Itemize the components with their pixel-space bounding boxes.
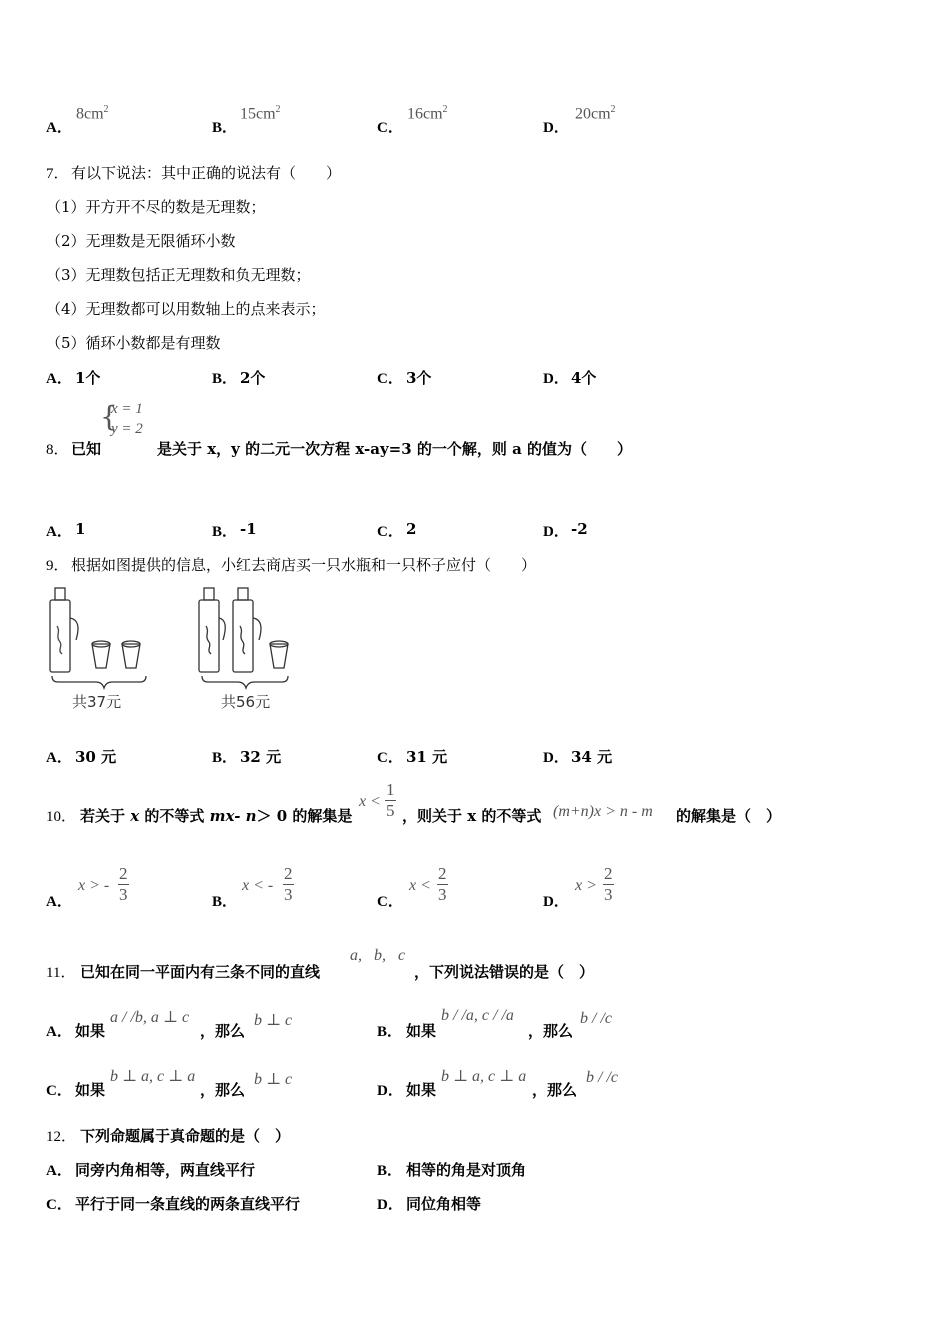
cup-icon <box>92 641 140 668</box>
q6-option-d-letter: D． <box>543 120 569 136</box>
q9-figure-left-caption: 共37元 <box>72 693 122 711</box>
q10-option-b-fraction: $\frac{2}{3}$ <box>284 864 293 904</box>
q9-option-a-letter: A． <box>46 750 72 766</box>
q12-option-b-text: 相等的角是对顶角 <box>406 1161 527 1179</box>
q8-option-b-text: -1 <box>240 520 257 538</box>
q11-option-c-if: 如果 <box>75 1081 106 1099</box>
q6-option-b-letter: B． <box>212 120 238 136</box>
q7-option-c-text: 3个 <box>406 369 432 387</box>
q6-option-d-value: $20cm^2$ <box>575 104 616 123</box>
q11-lines: a, b, c <box>350 947 406 964</box>
q9-number: 9． <box>46 558 69 574</box>
q7-statement-3: （3）无理数包括正无理数和负无理数； <box>46 266 311 284</box>
q6-option-c-letter: C． <box>377 120 403 136</box>
q9-option-a-text: 30 元 <box>75 748 117 766</box>
q9-option-d-text: 34 元 <box>571 748 613 766</box>
q8-option-a-letter: A． <box>46 524 72 540</box>
q11-option-d-if: 如果 <box>406 1081 437 1099</box>
q7-option-a-letter: A． <box>46 371 72 387</box>
q11-option-d-then: ，那么 <box>532 1081 578 1099</box>
q10-number: 10． <box>46 809 77 825</box>
bottle-icon <box>50 588 78 672</box>
q7-statement-2: （2）无理数是无限循环小数 <box>46 232 236 250</box>
q10-inequality-2: (m+n)x > n - m <box>553 803 653 820</box>
q9-option-b-text: 32 元 <box>240 748 282 766</box>
q10-option-d-fraction: $\frac{2}{3}$ <box>604 864 613 904</box>
q10-option-d-lhs: x > <box>575 877 597 894</box>
q11-stem-a: 已知在同一平面内有三条不同的直线 <box>80 963 321 981</box>
q11-option-c-condition: b ⊥ a, c ⊥ a <box>110 1068 196 1085</box>
q11-option-b-then: ，那么 <box>528 1022 574 1040</box>
q10-option-c-letter: C． <box>377 894 403 910</box>
cup-icon <box>270 641 288 668</box>
q11-option-a-then: ，那么 <box>200 1022 246 1040</box>
q11-number: 11． <box>46 965 76 981</box>
q7-option-a-text: 1个 <box>75 369 101 387</box>
q11-option-c-then: ，那么 <box>200 1081 246 1099</box>
q11-option-d-condition: b ⊥ a, c ⊥ a <box>441 1068 527 1085</box>
q10-option-b-letter: B． <box>212 894 238 910</box>
q10-stem-part4: ，则关于 x 的不等式 <box>402 807 542 825</box>
q11-stem-b: ，下列说法错误的是（ ） <box>414 963 595 981</box>
q7-option-b-text: 2个 <box>240 369 266 387</box>
q8-system-line1: x = 1 <box>111 401 143 417</box>
q11-option-b-conclusion: b / /c <box>580 1010 612 1027</box>
q10-solution-fraction: $\frac{1}{5}$ <box>386 780 395 820</box>
bottle-icon <box>199 588 261 672</box>
q9-option-c-letter: C． <box>377 750 403 766</box>
q11-option-b-letter: B． <box>377 1024 403 1040</box>
q6-option-c-value: $16cm^2$ <box>407 104 448 123</box>
q7-option-c-letter: C． <box>377 371 403 387</box>
q7-number: 7． <box>46 166 69 182</box>
q8-lead: 已知 <box>71 440 102 458</box>
q8-stem: 是关于 x，y 的二元一次方程 x-ay=3 的一个解，则 a 的值为（ ） <box>157 440 633 458</box>
q11-option-b-if: 如果 <box>406 1022 437 1040</box>
q12-option-a-text: 同旁内角相等，两直线平行 <box>75 1161 256 1179</box>
q9-stem: 根据如图提供的信息，小红去商店买一只水瓶和一只杯子应付（ ） <box>71 556 537 574</box>
q12-option-c-text: 平行于同一条直线的两条直线平行 <box>75 1195 301 1213</box>
q8-option-d-text: -2 <box>571 520 588 538</box>
q10-option-c-lhs: x < <box>409 877 431 894</box>
q12-option-d-letter: D． <box>377 1197 403 1213</box>
q7-statement-4: （4）无理数都可以用数轴上的点来表示； <box>46 300 326 318</box>
q10-option-b-lhs: x < - <box>242 877 274 894</box>
q12-number: 12． <box>46 1129 77 1145</box>
q8-option-d-letter: D． <box>543 524 569 540</box>
q12-option-a-letter: A． <box>46 1163 72 1179</box>
q10-option-a-letter: A． <box>46 894 72 910</box>
q8-option-a-text: 1 <box>75 520 86 538</box>
q12-stem: 下列命题属于真命题的是（ ） <box>80 1127 291 1145</box>
q11-option-a-letter: A． <box>46 1024 72 1040</box>
q6-option-b-value: $15cm^2$ <box>240 104 281 123</box>
q12-option-d-text: 同位角相等 <box>406 1195 482 1213</box>
q7-statement-5: （5）循环小数都是有理数 <box>46 334 221 352</box>
q7-option-d-letter: D． <box>543 371 569 387</box>
q10-option-c-fraction: $\frac{2}{3}$ <box>438 864 447 904</box>
q11-option-a-if: 如果 <box>75 1022 106 1040</box>
q10-option-d-letter: D． <box>543 894 569 910</box>
q8-option-c-letter: C． <box>377 524 403 540</box>
q11-option-b-condition: b / /a, c / /a <box>441 1007 514 1024</box>
q10-stem: 若关于 x 的不等式 mx- n＞ 0 的解集是 <box>80 807 353 825</box>
q10-option-a-lhs: x > - <box>78 877 110 894</box>
q7-option-b-letter: B． <box>212 371 238 387</box>
q12-option-c-letter: C． <box>46 1197 72 1213</box>
q8-brace: { <box>100 400 118 433</box>
q11-option-c-conclusion: b ⊥ c <box>254 1071 293 1088</box>
q12-option-b-letter: B． <box>377 1163 403 1179</box>
q8-system-line2: y = 2 <box>111 421 143 437</box>
q9-figure-right-caption: 共56元 <box>221 693 271 711</box>
q11-option-a-condition: a / /b, a ⊥ c <box>110 1009 190 1026</box>
q7-statement-1: （1）开方开不尽的数是无理数； <box>46 198 266 216</box>
q9-option-d-letter: D． <box>543 750 569 766</box>
q9-option-c-text: 31 元 <box>406 748 448 766</box>
q10-option-a-fraction: $\frac{2}{3}$ <box>119 864 128 904</box>
q8-option-b-letter: B． <box>212 524 238 540</box>
q7-option-d-text: 4个 <box>571 369 597 387</box>
q11-option-d-conclusion: b / /c <box>586 1069 618 1086</box>
q9-option-b-letter: B． <box>212 750 238 766</box>
q6-option-a-value: $8cm^2$ <box>76 104 109 123</box>
q11-option-a-conclusion: b ⊥ c <box>254 1012 293 1029</box>
q7-stem: 有以下说法：其中正确的说法有（ ） <box>71 164 342 182</box>
q6-option-a-letter: A． <box>46 120 72 136</box>
q8-option-c-text: 2 <box>406 520 417 538</box>
q8-number: 8． <box>46 442 69 458</box>
q11-option-c-letter: C． <box>46 1083 72 1099</box>
q11-option-d-letter: D． <box>377 1083 403 1099</box>
q10-stem-part5: 的解集是（ ） <box>676 807 782 825</box>
q10-solution-lhs: x < <box>359 793 381 810</box>
